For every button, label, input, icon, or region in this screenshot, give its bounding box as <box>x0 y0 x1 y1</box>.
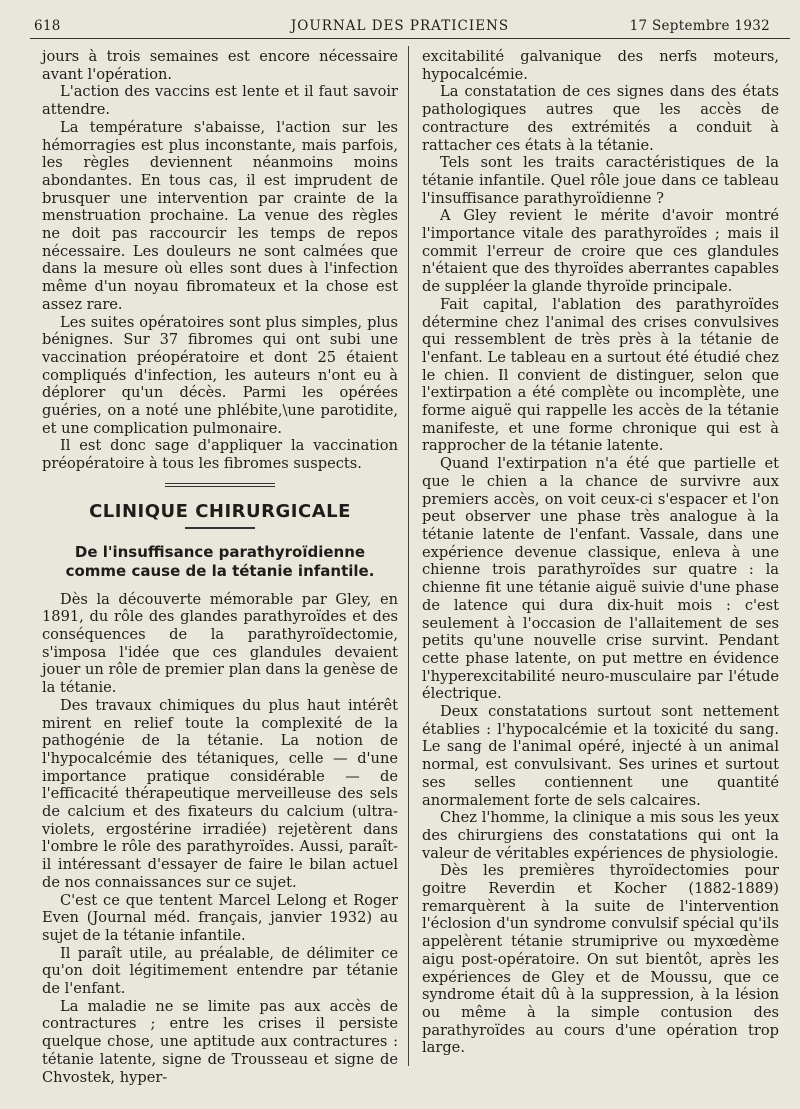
paragraph: Les suites opératoires sont plus simples, plus bénignes. Sur 37 fibromes qui ont subi une vaccination préopératoire et dont 25 étaient compliqués d'infection, les auteurs n'ont eu à déplorer qu'un décès. Parmi les opérées guéries, on a noté une phlébite,\une parotidite, et une complication pulmonaire. <box>42 313 398 437</box>
paragraph: La maladie ne se limite pas aux accès de contractures ; entre les crises il persiste quelque chose, une aptitude aux contractures : tétanie latente, signe de Trousseau et signe de Chvostek, hyper- <box>42 997 398 1086</box>
left-column <box>42 48 398 1086</box>
column-divider <box>408 46 409 1066</box>
issue-date: 17 Septembre 1932 <box>629 18 770 34</box>
section-heading: CLINIQUE CHIRURGICALE <box>89 500 351 522</box>
paragraph: Fait capital, l'ablation des parathyroïdes détermine chez l'animal des crises convulsives qui ressemblent de très près à la tétanie de l'enfant. Le tableau en a surtout été étudié chez le chien. Il convient de distinguer, selon que l'extirpation a été complète ou incomplète, une forme aiguë qui rappelle les accès de la tétanie manifeste, et une forme chronique qui est à rapprocher de la tétanie latente. <box>422 295 779 455</box>
article-title-line: De l'insuffisance parathyroïdienne <box>74 542 366 561</box>
paragraph: Il paraît utile, au préalable, de délimiter ce qu'on doit légitimement entendre par tétanie de l'enfant. <box>42 944 398 998</box>
article-title-line: comme cause de la tétanie infantile. <box>65 561 375 580</box>
paragraph: A Gley revient le mérite d'avoir montré l'importance vitale des parathyroïdes ; mais il commit l'erreur de croire que ces glandules n'étaient que des thyroïdes aberrantes capables de suppléer la glande thyroïde principale. <box>422 207 779 296</box>
page-header <box>30 14 770 36</box>
paragraph: L'action des vaccins est lente et il faut savoir attendre. <box>42 83 398 119</box>
journal-title: JOURNAL DES PRATICIENS <box>290 18 510 34</box>
heading-rule <box>185 527 255 529</box>
paragraph: Deux constatations surtout sont nettement établies : l'hypocalcémie et la toxicité du sang. Le sang de l'animal opéré, injecté à un animal normal, est convulsivant. Ses urines et surtout ses selles contiennent une quantité anormalement forte de sels calcaires. <box>422 703 779 809</box>
paragraph: La constatation de ces signes dans des états pathologiques autres que les accès de contracture des extrémités a conduit à rattacher ces états à la tétanie. <box>422 83 779 154</box>
page-number: 618 <box>34 18 61 34</box>
paragraph: Dès la découverte mémorable par Gley, en 1891, du rôle des glandes parathyroïdes et des conséquences de la parathyroïdectomie, s'imposa l'idée que ces glandules devaient jouer un rôle de premier plan dans la genèse de la tétanie. <box>42 590 398 697</box>
paragraph: Il est donc sage d'appliquer la vaccination préopératoire à tous les fibromes suspects. <box>42 437 398 473</box>
paragraph: jours à trois semaines est encore nécessaire avant l'opération. <box>42 48 398 83</box>
paragraph: Chez l'homme, la clinique a mis sous les yeux des chirurgiens des constatations qui ont la valeur de véritables expériences de physiologie. <box>422 809 779 862</box>
header-rule <box>30 38 790 39</box>
article-title <box>42 543 398 581</box>
paragraph: Dès les premières thyroïdectomies pour goitre Reverdin et Kocher (1882-1889) remarquèrent à la suite de l'intervention l'éclosion d'un syndrome convulsif spécial qu'ils appelèrent tétanie strumiprive ou myxœdème aigu post-opératoire. On sut bientôt, après les expériences de Gley et de Moussu, que ce syndrome était dû à la suppression, à la lésion ou même à la simple contusion des parathyroïdes au cours d'une opération trop large. <box>422 862 779 1057</box>
paragraph: La température s'abaisse, l'action sur les hémorragies est plus inconstante, mais parfois, les règles deviennent néanmoins moins abondantes. En tous cas, il est imprudent de brusquer une intervention par crainte de la menstruation prochaine. La venue des règles ne doit pas raccourcir les temps de repos nécessaire. Les douleurs ne sont calmées que dans la mesure où elles sont dues à l'infection même d'un noyau fibromateux et la chose est assez rare. <box>42 118 398 313</box>
paragraph: excitabilité galvanique des nerfs moteurs, hypocalcémie. <box>422 48 779 83</box>
paragraph: C'est ce que tentent Marcel Lelong et Roger Even (Journal méd. français, janvier 1932) au sujet de la tétanie infantile. <box>42 891 398 944</box>
right-column <box>422 48 779 1057</box>
paragraph: Des travaux chimiques du plus haut intérêt mirent en relief toute la complexité de la pathogénie de la tétanie. La notion de l'hypocalcémie des tétaniques, celle — d'une importance pratique considérable — de l'efficacité thérapeutique merveilleuse des sels de calcium et des fixateurs du calcium (ultra-violets, ergostérine irradiée) rejetèrent dans l'ombre le rôle des parathyroïdes. Aussi, paraît-il intéressant d'essayer de faire le bilan actuel de nos connaissances sur ce sujet. <box>42 696 398 891</box>
double-rule-separator <box>165 483 275 487</box>
paragraph: Quand l'extirpation n'a été que partielle et que le chien a la chance de survivre aux premiers accès, on voit ceux-ci s'espacer et l'on peut observer une phase très analogue à la tétanie latente de l'enfant. Vassale, dans une expérience devenue classique, enleva à une chienne trois parathyroïdes sur quatre : la chienne fit une tétanie aiguë suivie d'une phase de latence qui dura dix-huit mois : c'est seulement à l'occasion de l'allaitement de ses petits qu'une nouvelle crise survint. Pendant cette phase latente, on put mettre en évidence l'hyperexcitabilité neuro-musculaire par l'étude électrique. <box>422 455 779 703</box>
paragraph: Tels sont les traits caractéristiques de la tétanie infantile. Quel rôle joue dans ce tableau l'insuffisance parathyroïdienne ? <box>422 154 779 207</box>
